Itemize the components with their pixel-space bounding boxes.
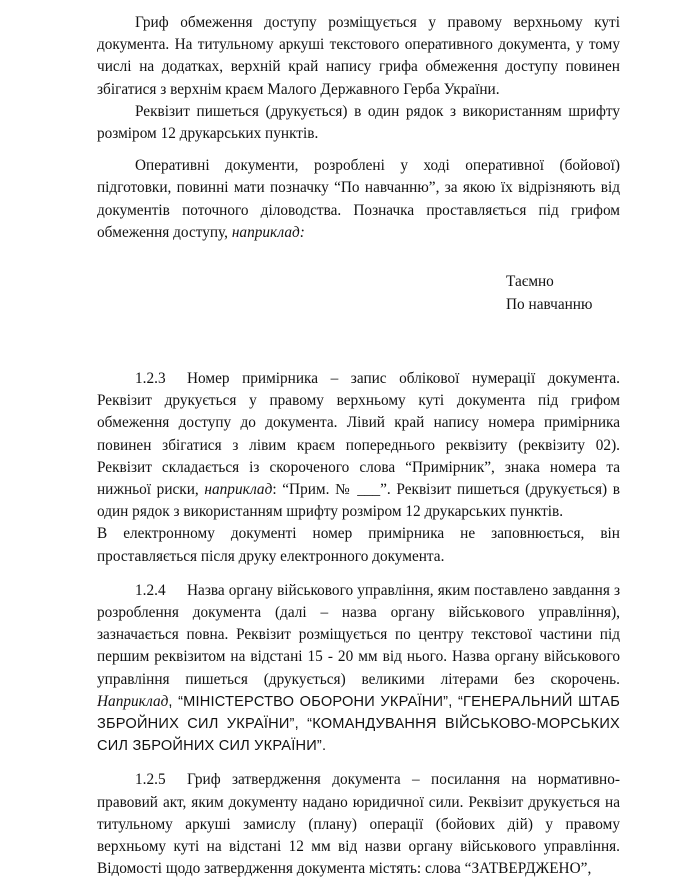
paragraph-training-mark-text: Оперативні документи, розроблені у ході оперативної (бойової) підготовки, повинні мати позначку “По навчанню”, за якою їх відрізняють від документів поточного діловодства. Позначка проставляється під грифом обмеження доступу, [97,157,620,241]
restriction-stamp-example [97,270,620,316]
section-1-2-3-text-after: : “Прим. № ___”. Реквізит пишеться (друкується) в один рядок з використанням шрифту розміром 12 друкарських пунктів. [97,481,620,521]
stamp-secret: Таємно [506,273,554,291]
stamp-training: По навчанню [506,296,593,314]
example-label: Наприклад [97,692,169,710]
paragraph-font-size: Реквізит пишеться (друкується) в один рядок з використанням шрифту розміром 12 друкарських пунктів. [97,102,620,143]
example-label: наприклад: [231,223,305,241]
section-1-2-3-note: В електронному документі номер примірника не заповнюється, він проставляється після друку електронного документа. [97,525,620,565]
section-1-2-4 [97,580,620,758]
section-1-2-4-text: Назва органу військового управління, яким поставлено завдання з розроблення документа (далі – назва органу військового управління), зазначається повна. Реквізит розміщується по центру текстової частини під першим реквізитом на відстані 15 - 20 мм від нього. Назва органу військового управління пишеться (друкується) великими літерами без скорочень. [97,581,620,688]
section-1-2-5 [97,769,620,880]
paragraph-training-mark [97,155,620,244]
section-number: 1.2.5 [135,771,166,789]
section-1-2-3 [97,368,620,523]
section-1-2-3-text: Номер примірника – запис облікової нумерації документа. Реквізит друкується у правому верхньому куті документа під грифом обмеження доступу до документа. Лівий край напису номера примірника повинен збігатися з лівим краєм попереднього реквізиту (реквізиту 02). Реквізит складається із скороченого слова “Примірник”, знака номера та нижньої риски, [97,370,620,499]
section-number: 1.2.3 [135,370,166,388]
paragraph-restriction-stamp: Гриф обмеження доступу розміщується у правому верхньому куті документа. На титульному аркуші текстового оперативного документа, у тому числі на додатках, верхній край напису грифа обмеження доступу повинен збігатися з верхнім краєм Малого Державного Герба України. [97,14,620,98]
section-1-2-4-examples: , “МІНІСТЕРСТВО ОБОРОНИ УКРАЇНИ”, “ГЕНЕРАЛЬНИЙ ШТАБ ЗБРОЙНИХ СИЛ УКРАЇНИ”, “КОМАНДУВАННЯ ВІЙСЬКОВО-МОРСЬКИХ СИЛ ЗБРОЙНИХ СИЛ УКРАЇНИ”. [97,693,620,755]
section-1-2-5-text: Гриф затвердження документа – посилання на нормативно-правовий акт, яким документу надано юридичної сили. Реквізит друкується на титульному аркуші замислу (плану) операції (бойових дій) у правому верхньому куті на відстані 12 мм від назви органу військового управління. Відомості щодо затвердження документа містять: слова “ЗАТВЕРДЖЕНО”, [97,771,620,878]
example-label: наприклад [204,481,273,499]
section-number: 1.2.4 [135,581,166,599]
